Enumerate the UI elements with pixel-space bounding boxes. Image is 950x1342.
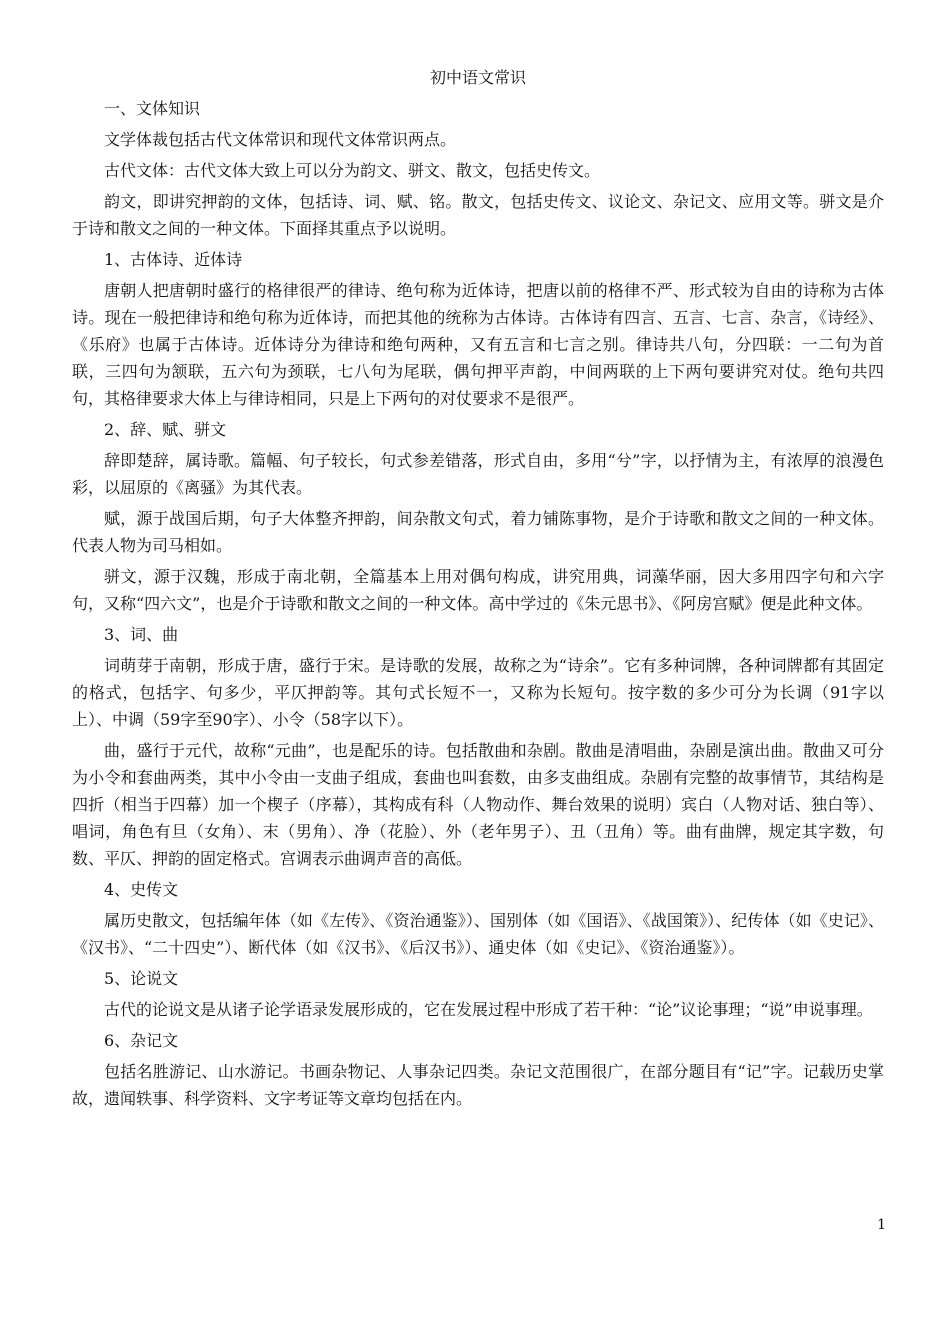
paragraph: 骈文，源于汉魏，形成于南北朝，全篇基本上用对偶句构成，讲究用典，词藻华丽，因大多用四字句和六字句，又称“四六文”，也是介于诗歌和散文之间的一种文体。高中学过的《朱元思书》、《阿房宫赋》便是此种文体。 bbox=[72, 567, 884, 613]
paragraph: 赋，源于战国后期，句子大体整齐押韵，间杂散文句式，着力铺陈事物，是介于诗歌和散文之间的一种文体。代表人物为司马相如。 bbox=[72, 509, 884, 555]
section-heading: 5、论说文 bbox=[104, 969, 179, 988]
paragraph: 古代的论说文是从诸子论学语录发展形成的，它在发展过程中形成了若干种：“论”议论事理；“说”申说事理。 bbox=[104, 1000, 873, 1019]
paragraph: 曲，盛行于元代，故称“元曲”，也是配乐的诗。包括散曲和杂剧。散曲是清唱曲，杂剧是演出曲。散曲又可分为小令和套曲两类，其中小令由一支曲子组成，套曲也叫套数，由多支曲组成。杂剧有完整的故事情节，其结构是四折（相当于四幕）加一个楔子（序幕），其构成有科（人物动作、舞台效果的说明）宾白（人物对话、独白等）、唱词，角色有旦（女角）、末（男角）、净（花脸）、外（老年男子）、丑（丑角）等。曲有曲牌，规定其字数，句数、平仄、押韵的固定格式。宫调表示曲调声音的高低。 bbox=[72, 741, 884, 868]
paragraph: 古代文体：古代文体大致上可以分为韵文、骈文、散文，包括史传文。 bbox=[104, 161, 601, 180]
paragraph: 包括名胜游记、山水游记。书画杂物记、人事杂记四类。杂记文范围很广，在部分题目有“记”字。记载历史掌故，遗闻轶事、科学资料、文字考证等文章均包括在内。 bbox=[72, 1062, 884, 1108]
section-heading: 4、史传文 bbox=[104, 880, 179, 899]
paragraph: 唐朝人把唐朝时盛行的格律很严的律诗、绝句称为近体诗，把唐以前的格律不严、形式较为自由的诗称为古体诗。现在一般把律诗和绝句称为近体诗，而把其他的统称为古体诗。古体诗有四言、五言、七言、杂言，《诗经》、《乐府》也属于古体诗。近体诗分为律诗和绝句两种，又有五言和七言之别。律诗共八句，分四联：一二句为首联，三四句为颔联，五六句为颈联，七八句为尾联，偶句押平声韵，中间两联的上下两句要讲究对仗。绝句共四句，其格律要求大体上与律诗相同，只是上下两句的对仗要求不是很严。 bbox=[72, 281, 884, 408]
section-heading: 1、古体诗、近体诗 bbox=[104, 250, 243, 269]
section-heading: 一、文体知识 bbox=[104, 99, 201, 118]
paragraph: 辞即楚辞，属诗歌。篇幅、句子较长，句式参差错落，形式自由，多用“兮”字，以抒情为主，有浓厚的浪漫色彩，以屈原的《离骚》为其代表。 bbox=[72, 451, 884, 497]
page-title: 初中语文常识 bbox=[429, 68, 526, 87]
paragraph: 文学体裁包括古代文体常识和现代文体常识两点。 bbox=[104, 130, 457, 149]
paragraph: 韵文，即讲究押韵的文体，包括诗、词、赋、铭。散文，包括史传文、议论文、杂记文、应用文等。骈文是介于诗和散文之间的一种文体。下面择其重点予以说明。 bbox=[72, 192, 884, 238]
section-heading: 3、词、曲 bbox=[104, 625, 179, 644]
page-number: 1 bbox=[877, 1217, 886, 1233]
paragraph: 属历史散文，包括编年体（如《左传》、《资治通鉴》）、国别体（如《国语》、《战国策》）、纪传体（如《史记》、《汉书》、“二十四史”）、断代体（如《汉书》、《后汉书》）、通史体（如《史记》、《资治通鉴》）。 bbox=[72, 911, 884, 957]
paragraph: 词萌芽于南朝，形成于唐，盛行于宋。是诗歌的发展，故称之为“诗余”。它有多种词牌，各种词牌都有其固定的格式，包括字、句多少，平仄押韵等。其句式长短不一，又称为长短句。按字数的多少可分为长调（91字以上）、中调（59字至90字）、小令（58字以下）。 bbox=[72, 656, 884, 729]
document-content bbox=[72, 66, 884, 1116]
section-heading: 2、辞、赋、骈文 bbox=[104, 420, 227, 439]
section-heading: 6、杂记文 bbox=[104, 1031, 179, 1050]
